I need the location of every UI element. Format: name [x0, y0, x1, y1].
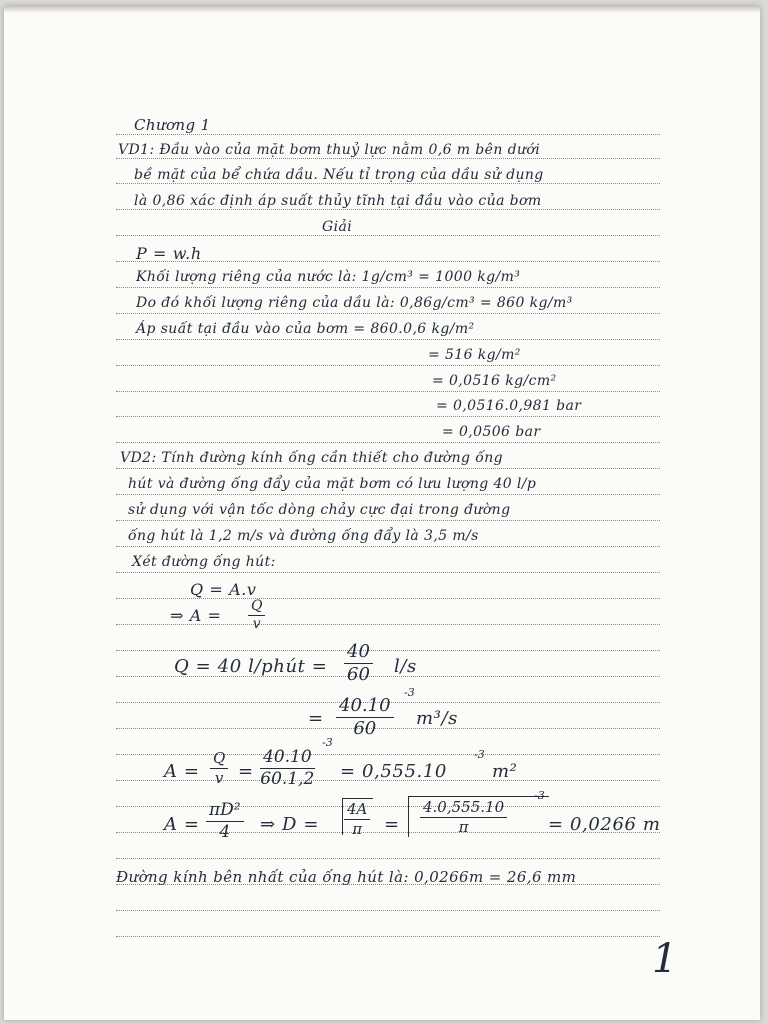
vd2-a3-eq: = [384, 814, 400, 835]
fraction-denominator: v [214, 768, 224, 787]
vd2-q-equation: Q = A.v [190, 580, 257, 599]
vd1-line-2: bề mặt của bể chứa dầu. Nếu tỉ trọng của dầu sử dụng [134, 167, 544, 183]
vd1-step-2: = 516 kg/m² [428, 347, 521, 363]
vd2-a-lhs: ⇒ A = [170, 606, 222, 625]
vd2-a2-exponent: -3 [322, 736, 333, 749]
fraction-denominator: v [252, 616, 261, 633]
fraction-denominator: 60 [347, 663, 370, 685]
fraction-numerator: 4A [344, 801, 370, 820]
vd1-solution-label: Giải [322, 219, 353, 235]
vd2-a2-result: = 0,555.10 [340, 761, 447, 782]
fraction-numerator: πD² [206, 801, 244, 822]
fraction-numerator: 40.10 [336, 696, 394, 718]
vd2-conclusion: Đường kính bên nhất của ống hút là: 0,0266m = 26,6 mm [116, 868, 577, 886]
fraction-numerator: 40 [344, 642, 373, 664]
vd2-a3-sqrt-exponent: -3 [534, 789, 545, 802]
vd1-density-water: Khối lượng riêng của nước là: 1g/cm³ = 1000 kg/m³ [136, 269, 521, 285]
vd1-step-5: = 0,0506 bar [442, 424, 541, 440]
vd2-a3-implies: ⇒ D = [260, 814, 320, 835]
vd2-a3-sqrt-fraction [344, 801, 370, 837]
vd2-line-4: ống hút là 1,2 m/s và đường ống đẩy là 3,5 m/s [128, 528, 479, 544]
vd2-a2-result-unit: m² [492, 761, 518, 782]
vd2-a2-result-exponent: -3 [474, 748, 485, 761]
fraction-denominator: 4 [219, 821, 231, 842]
chapter-heading: Chương 1 [134, 116, 211, 134]
vd2-q-unit-1: l/s [394, 656, 417, 677]
vd2-q-fraction-2 [336, 696, 394, 739]
vd1-line-1: VD1: Đầu vào của mặt bơm thuỷ lực nằm 0,6 m bên dưới [118, 142, 541, 158]
fraction-denominator: 60 [353, 717, 377, 739]
vd2-line-3: sử dụng với vận tốc dòng chảy cực đại trong đường [128, 502, 511, 518]
vd2-a3-fraction [206, 801, 244, 841]
vd1-density-oil: Do đó khối lượng riêng của dầu là: 0,86g/cm³ = 860 kg/m³ [136, 295, 573, 311]
vd2-a3-result: = 0,0266 m [548, 814, 661, 835]
fraction-numerator: 4.0,555.10 [420, 799, 507, 818]
vd1-step-4: = 0,0516.0,981 bar [436, 398, 582, 414]
fraction-denominator: π [458, 817, 469, 836]
vd2-a3-sqrt-fraction-2 [420, 799, 507, 835]
vd1-pressure: Áp suất tại đầu vào của bơm = 860.0,6 kg/m² [136, 321, 475, 337]
vd2-q-eq-2: = [308, 708, 324, 729]
vd2-a2-fraction-2 [260, 748, 315, 788]
vd2-q-fraction-1 [344, 642, 373, 685]
vd2-line-2: hút và đường ống đẩy của mặt bơm có lưu lượng 40 l/p [128, 476, 537, 492]
vd2-a-fraction [248, 599, 265, 633]
notebook-page [4, 6, 760, 1020]
vd1-line-3: là 0,86 xác định áp suất thủy tĩnh tại đầu vào của bơm [134, 193, 542, 209]
fraction-denominator: π [352, 819, 363, 838]
page-number: 1 [652, 936, 678, 982]
vd2-q-lhs: Q = 40 l/phút = [174, 656, 328, 677]
vd2-suction-heading: Xét đường ống hút: [132, 554, 276, 570]
vd2-q-exponent-2: -3 [404, 686, 415, 699]
vd2-line-1: VD2: Tính đường kính ống cần thiết cho đường ống [120, 450, 503, 466]
vd1-formula: P = w.h [136, 244, 202, 263]
fraction-numerator: Q [248, 599, 265, 616]
vd1-step-3: = 0,0516 kg/cm² [432, 373, 557, 389]
fraction-numerator: Q [210, 750, 228, 769]
vd2-q-unit-2: m³/s [416, 708, 458, 729]
fraction-denominator: 60.1,2 [260, 768, 315, 789]
vd2-a3-lhs: A = [164, 814, 200, 835]
vd2-a2-lhs: A = [164, 761, 200, 782]
vd2-a2-fraction-1 [210, 750, 228, 786]
vd2-a2-eq: = [238, 761, 254, 782]
fraction-numerator: 40.10 [260, 748, 315, 769]
